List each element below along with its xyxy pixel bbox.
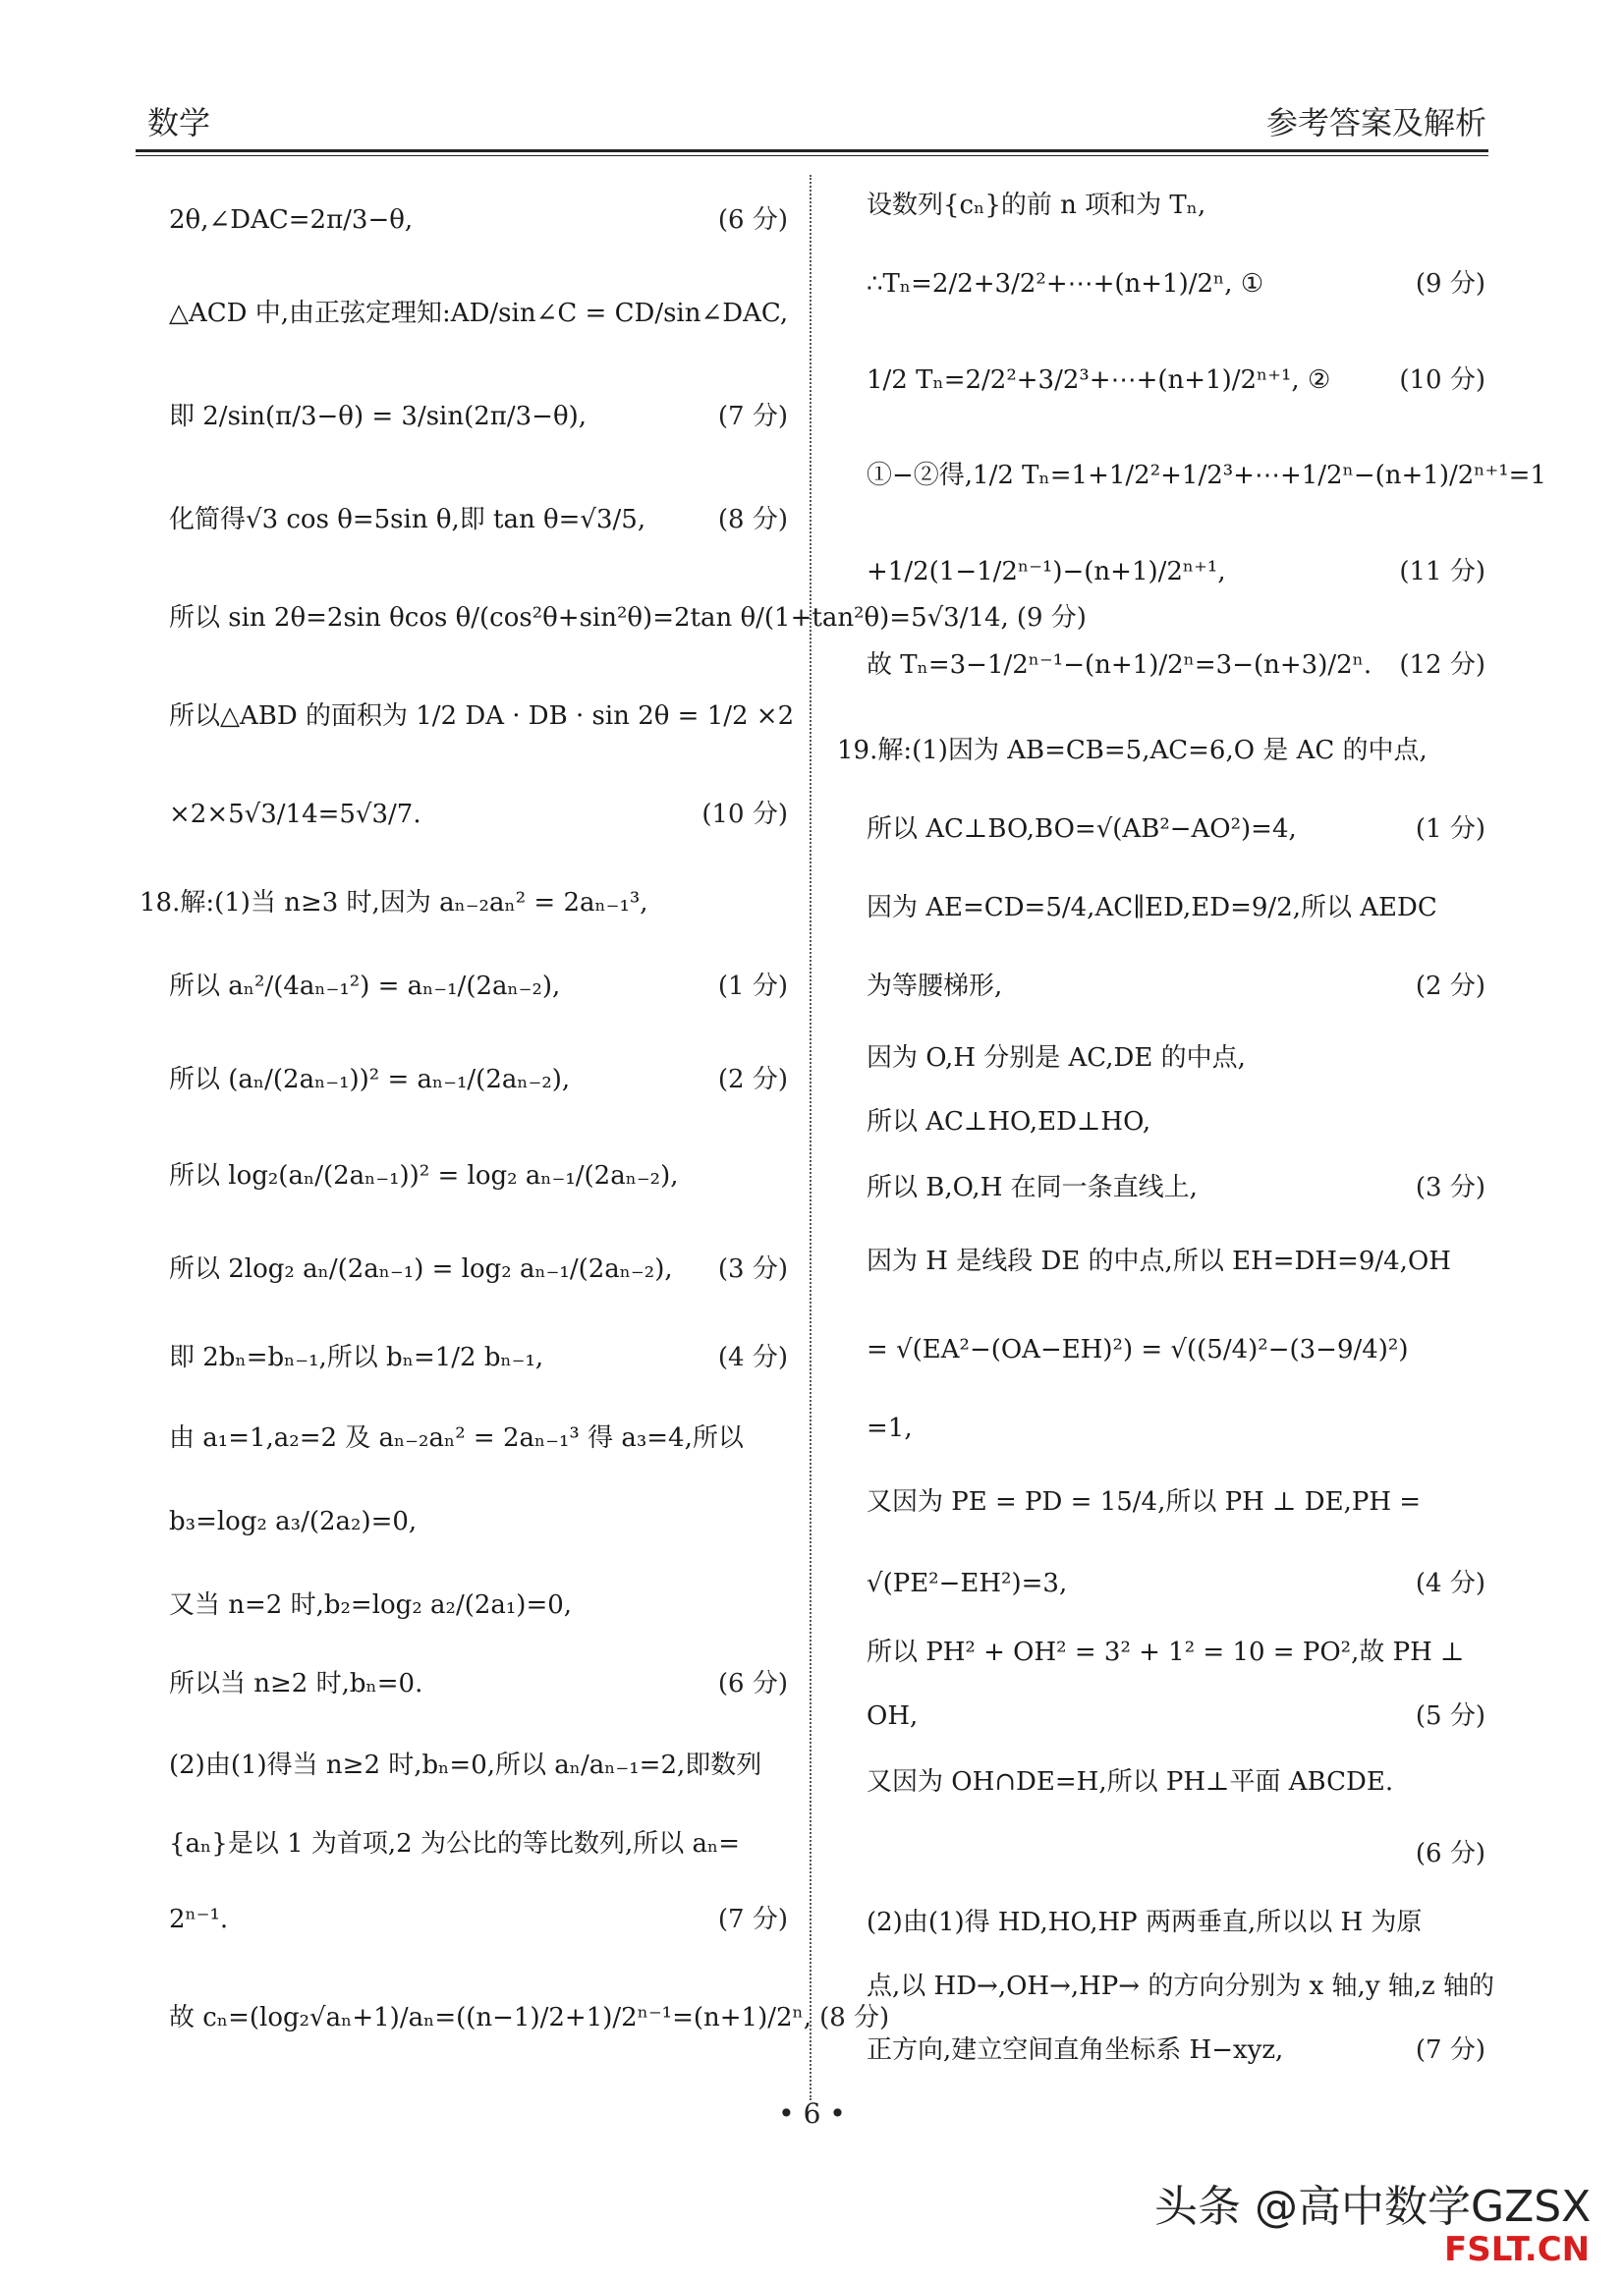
page-header-subject: 数学 xyxy=(147,104,211,141)
right-column xyxy=(837,177,1547,2083)
solution-line: 即 2bₙ=bₙ₋₁,所以 bₙ=1/2 bₙ₋₁, (4 分) xyxy=(169,1342,788,1372)
header-rule-thin xyxy=(136,155,1488,156)
solution-line: 所以 2log₂ aₙ/(2aₙ₋₁) = log₂ aₙ₋₁/(2aₙ₋₂), (3 分) xyxy=(169,1253,788,1284)
solution-line: 为等腰梯形, (2 分) xyxy=(867,972,1485,1002)
solution-line: OH, (5 分) xyxy=(867,1700,1485,1731)
solution-line: 设数列{cₙ}的前 n 项和为 Tₙ, xyxy=(867,191,1206,221)
solution-line: 因为 H 是线段 DE 的中点,所以 EH=DH=9/4,OH xyxy=(867,1247,1451,1277)
solution-line: 故 cₙ=(log₂√aₙ+1)/aₙ=((n−1)/2+1)/2ⁿ⁻¹=(n+1)/2ⁿ, (8 分) xyxy=(169,2003,890,2033)
solution-line: 所以△ABD 的面积为 1/2 DA · DB · sin 2θ = 1/2 ×2 xyxy=(169,701,795,732)
page-number: • 6 • xyxy=(778,2097,846,2130)
problem-18-heading: 18.解:(1)当 n≥3 时,因为 aₙ₋₂aₙ² = 2aₙ₋₁³, xyxy=(140,888,648,918)
solution-line: 所以 AC⊥HO,ED⊥HO, xyxy=(867,1106,1151,1137)
solution-line: 故 Tₙ=3−1/2ⁿ⁻¹−(n+1)/2ⁿ=3−(n+3)/2ⁿ. (12 分) xyxy=(867,649,1485,680)
solution-line: b₃=log₂ a₃/(2a₂)=0, xyxy=(169,1507,418,1537)
solution-line: 2θ,∠DAC=2π/3−θ, (6 分) xyxy=(169,205,788,236)
solution-line: ∴Tₙ=2/2+3/2²+⋯+(n+1)/2ⁿ, ① (9 分) xyxy=(867,269,1485,300)
solution-line: 即 2/sin(π/3−θ) = 3/sin(2π/3−θ), (7 分) xyxy=(169,402,788,432)
solution-line: ×2×5√3/14=5√3/7. (10 分) xyxy=(169,800,788,830)
column-divider xyxy=(810,175,812,2100)
solution-line: √(PE²−EH²)=3, (4 分) xyxy=(867,1568,1485,1598)
watermark-text: 头条 @高中数学GZSX xyxy=(1154,2182,1592,2232)
solution-line: 所以 B,O,H 在同一条直线上, (3 分) xyxy=(867,1173,1485,1203)
solution-line: 所以 (aₙ/(2aₙ₋₁))² = aₙ₋₁/(2aₙ₋₂), (2 分) xyxy=(169,1065,788,1095)
solution-line: (2)由(1)得 HD,HO,HP 两两垂直,所以以 H 为原 xyxy=(867,1907,1423,1937)
watermark-logo: FSLT.CN xyxy=(1444,2230,1591,2269)
solution-line: ①−②得,1/2 Tₙ=1+1/2²+1/2³+⋯+1/2ⁿ−(n+1)/2ⁿ⁺¹=1 xyxy=(867,461,1547,491)
solution-line: (2)由(1)得当 n≥2 时,bₙ=0,所以 aₙ/aₙ₋₁=2,即数列 xyxy=(169,1750,762,1780)
solution-line: 所以 log₂(aₙ/(2aₙ₋₁))² = log₂ aₙ₋₁/(2aₙ₋₂), xyxy=(169,1160,679,1191)
solution-line: 点,以 HD→,OH→,HP→ 的方向分别为 x 轴,y 轴,z 轴的 xyxy=(867,1971,1494,2001)
solution-line: 化简得√3 cos θ=5sin θ,即 tan θ=√3/5, (8 分) xyxy=(169,505,788,535)
solution-line: +1/2(1−1/2ⁿ⁻¹)−(n+1)/2ⁿ⁺¹, (11 分) xyxy=(867,556,1485,586)
solution-line: 1/2 Tₙ=2/2²+3/2³+⋯+(n+1)/2ⁿ⁺¹, ② (10 分) xyxy=(867,364,1485,395)
solution-line: 又因为 OH∩DE=H,所以 PH⊥平面 ABCDE. xyxy=(867,1767,1394,1798)
solution-line: {aₙ}是以 1 为首项,2 为公比的等比数列,所以 aₙ= xyxy=(169,1828,741,1859)
solution-line: 因为 AE=CD=5/4,AC∥ED,ED=9/2,所以 AEDC xyxy=(867,893,1437,923)
solution-line: 因为 O,H 分别是 AC,DE 的中点, xyxy=(867,1042,1246,1073)
solution-line: =1, xyxy=(867,1414,913,1444)
solution-line: △ACD 中,由正弦定理知:AD/sin∠C = CD/sin∠DAC, xyxy=(169,299,789,329)
page-header-section: 参考答案及解析 xyxy=(1265,104,1486,141)
solution-line: 所以 PH² + OH² = 3² + 1² = 10 = PO²,故 PH ⊥ xyxy=(867,1637,1465,1667)
solution-line: 所以 aₙ²/(4aₙ₋₁²) = aₙ₋₁/(2aₙ₋₂), (1 分) xyxy=(169,972,788,1002)
header-rule-thick xyxy=(136,149,1488,152)
solution-line: 所以 AC⊥BO,BO=√(AB²−AO²)=4, (1 分) xyxy=(867,814,1485,845)
solution-line: = √(EA²−(OA−EH)²) = √((5/4)²−(3−9/4)²) xyxy=(867,1335,1409,1365)
solution-line: 2ⁿ⁻¹. (7 分) xyxy=(169,1905,788,1935)
solution-line: 所以当 n≥2 时,bₙ=0. (6 分) xyxy=(169,1669,788,1699)
solution-line: 所以 sin 2θ=2sin θcos θ/(cos²θ+sin²θ)=2tan θ/(1+tan²θ)=5√3/14, (9 分) xyxy=(169,603,1087,634)
solution-line: 又当 n=2 时,b₂=log₂ a₂/(2a₁)=0, xyxy=(169,1590,573,1621)
problem-19-heading: 19.解:(1)因为 AB=CB=5,AC=6,O 是 AC 的中点, xyxy=(837,736,1428,766)
solution-line: (6 分) xyxy=(1415,1838,1485,1868)
solution-line: 又因为 PE = PD = 15/4,所以 PH ⊥ DE,PH = xyxy=(867,1487,1422,1518)
solution-line: 正方向,建立空间直角坐标系 H−xyz, (7 分) xyxy=(867,2034,1485,2065)
solution-line: 由 a₁=1,a₂=2 及 aₙ₋₂aₙ² = 2aₙ₋₁³ 得 a₃=4,所以 xyxy=(169,1423,744,1454)
